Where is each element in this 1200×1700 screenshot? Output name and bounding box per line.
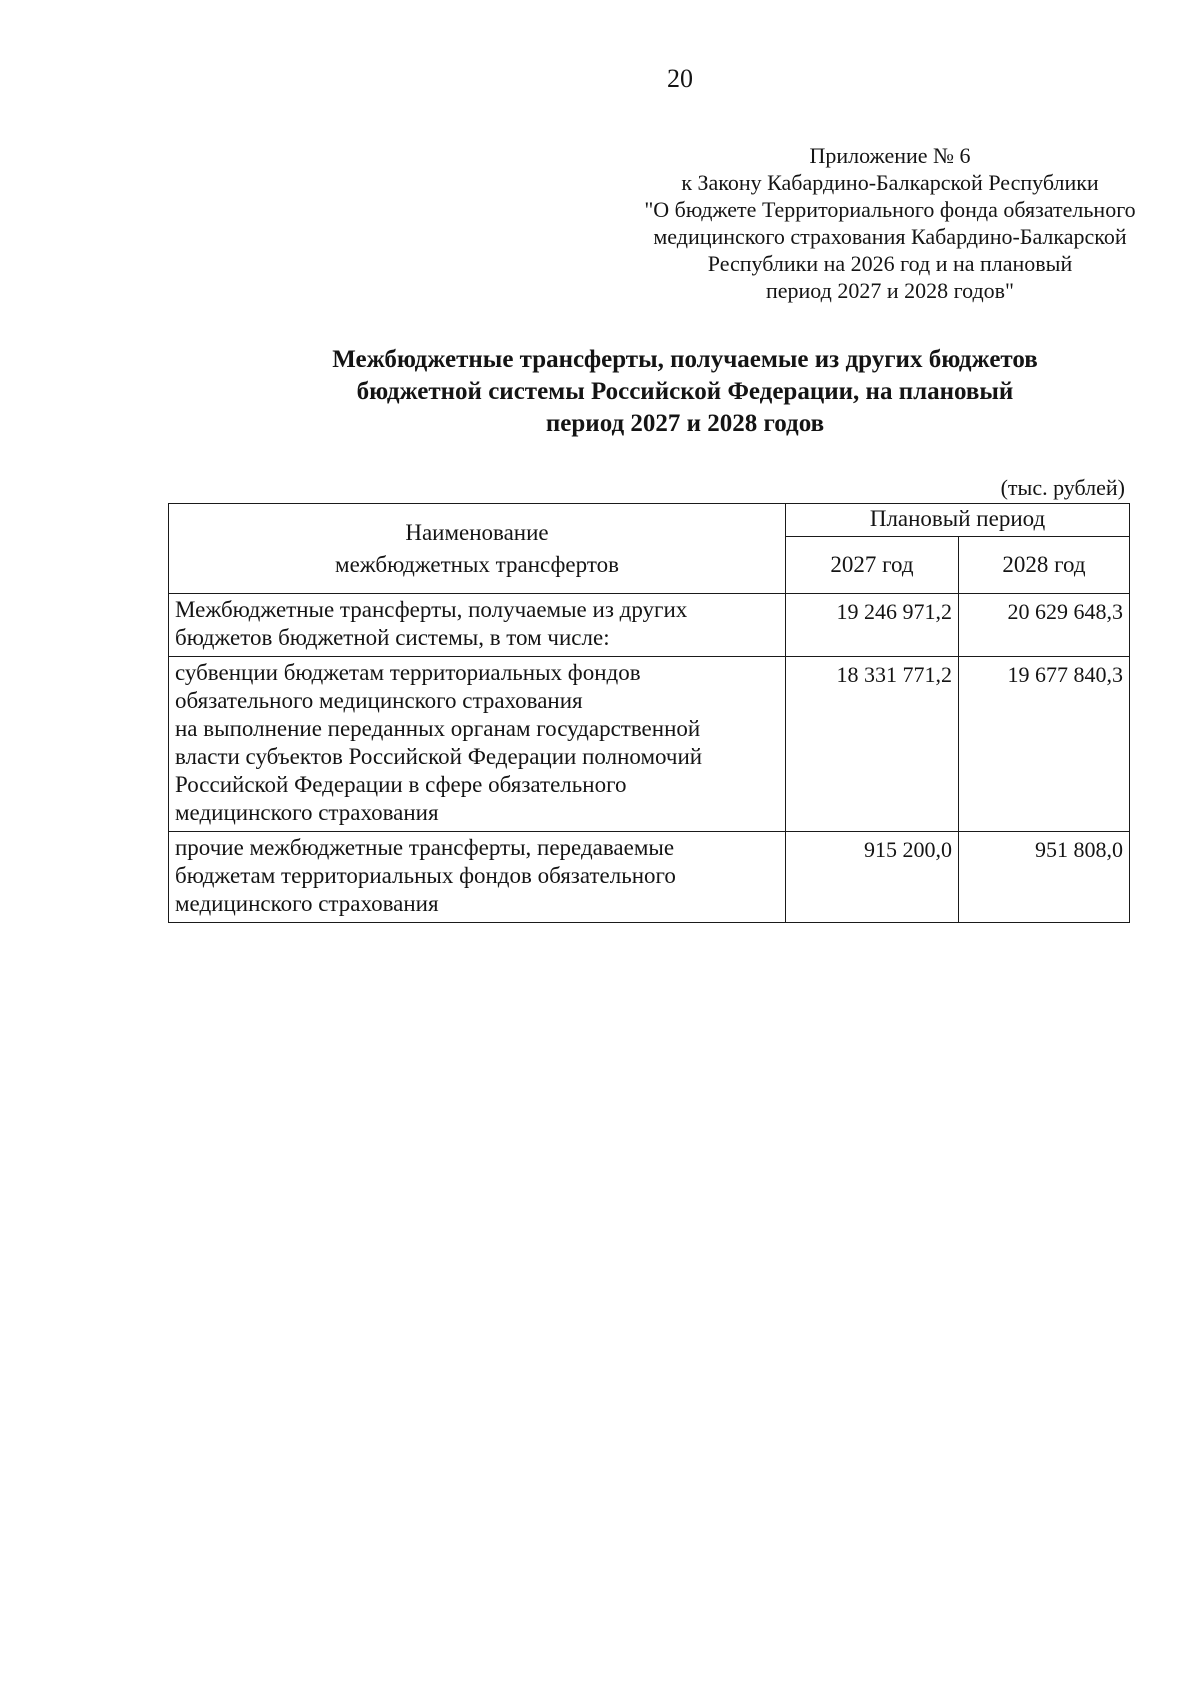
row-name-line: Межбюджетные трансферты, получаемые из других bbox=[175, 597, 688, 622]
appendix-line: к Закону Кабардино-Балкарской Республики bbox=[681, 170, 1099, 195]
row-value-2027: 19 246 971,2 bbox=[786, 594, 959, 657]
appendix-line: Республики на 2026 год и на плановый bbox=[707, 251, 1073, 276]
row-value-2028: 20 629 648,3 bbox=[959, 594, 1130, 657]
header-name-line: межбюджетных трансфертов bbox=[335, 551, 619, 577]
row-name-line: бюджетов бюджетной системы, в том числе: bbox=[175, 625, 610, 650]
row-name-line: медицинского страхования bbox=[175, 891, 439, 916]
header-year-2027: 2027 год bbox=[786, 537, 959, 594]
page-number: 20 bbox=[667, 64, 693, 93]
row-value-2027: 18 331 771,2 bbox=[786, 657, 959, 832]
appendix-line: медицинского страхования Кабардино-Балкарской bbox=[653, 224, 1127, 249]
appendix-line: период 2027 и 2028 годов" bbox=[765, 278, 1015, 303]
row-value-2027: 915 200,0 bbox=[786, 832, 959, 923]
row-name-cell bbox=[169, 594, 786, 657]
document-title bbox=[170, 344, 1200, 440]
row-value-2028: 951 808,0 bbox=[959, 832, 1130, 923]
transfers-table bbox=[168, 503, 1130, 923]
header-planning-period: Плановый период bbox=[786, 504, 1130, 537]
row-name-line: субвенции бюджетам территориальных фондов bbox=[175, 660, 641, 685]
appendix-line: "О бюджете Территориального фонда обязательного bbox=[644, 197, 1136, 222]
table-row bbox=[169, 657, 1130, 832]
row-value-2028: 19 677 840,3 bbox=[959, 657, 1130, 832]
title-line: Межбюджетные трансферты, получаемые из других бюджетов bbox=[332, 346, 1038, 373]
row-name-line: обязательного медицинского страхования bbox=[175, 688, 583, 713]
table-row bbox=[169, 832, 1130, 923]
row-name-line: бюджетам территориальных фондов обязательного bbox=[175, 863, 676, 888]
table-row bbox=[169, 594, 1130, 657]
row-name-line: прочие межбюджетные трансферты, передаваемые bbox=[175, 835, 675, 860]
row-name-line: власти субъектов Российской Федерации полномочий bbox=[175, 744, 703, 769]
units-label: (тыс. рублей) bbox=[1000, 475, 1125, 500]
title-line: бюджетной системы Российской Федерации, на плановый bbox=[356, 378, 1014, 405]
appendix-header bbox=[600, 142, 1180, 304]
row-name-line: на выполнение переданных органам государственной bbox=[175, 716, 701, 741]
appendix-line: Приложение № 6 bbox=[809, 143, 971, 168]
row-name-cell bbox=[169, 832, 786, 923]
row-name-line: медицинского страхования bbox=[175, 800, 439, 825]
header-name-line: Наименование bbox=[405, 519, 549, 545]
row-name-cell bbox=[169, 657, 786, 832]
title-line: период 2027 и 2028 годов bbox=[545, 410, 825, 437]
header-name-cell bbox=[169, 504, 786, 594]
header-year-2028: 2028 год bbox=[959, 537, 1130, 594]
row-name-line: Российской Федерации в сфере обязательного bbox=[175, 772, 627, 797]
